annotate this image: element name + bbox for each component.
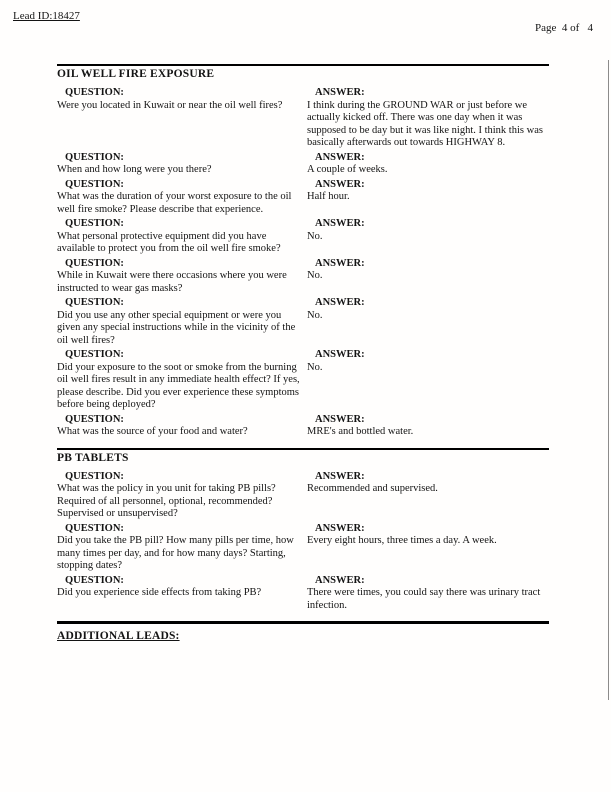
question-column — [57, 523, 307, 573]
question-label: QUESTION: — [65, 87, 124, 98]
section-oil-well-fire-exposure — [57, 64, 549, 448]
qa-pair — [57, 297, 549, 347]
question-text: When and how long were you there? — [57, 164, 212, 175]
question-text: Were you located in Kuwait or near the oil well fires? — [57, 99, 283, 111]
answer-label: ANSWER: — [315, 349, 365, 360]
question-column — [57, 218, 307, 256]
qa-pair — [57, 471, 549, 521]
section-title: PB TABLETS — [57, 451, 129, 464]
answer-column — [307, 575, 549, 613]
question-label: QUESTION: — [65, 349, 124, 360]
section-pb-tablets — [57, 448, 549, 622]
answer-column — [307, 179, 549, 204]
qa-pair — [57, 179, 549, 217]
scan-edge-artifact — [608, 60, 609, 700]
answer-label: ANSWER: — [315, 151, 365, 163]
question-column — [57, 575, 307, 600]
question-label: QUESTION: — [65, 257, 124, 269]
question-label: QUESTION: — [65, 178, 124, 190]
answer-column — [307, 297, 549, 322]
answer-label: ANSWER: — [315, 522, 365, 534]
additional-leads-section — [57, 621, 549, 644]
question-label: QUESTION: — [65, 413, 124, 425]
answer-text: Every eight hours, three times a day. A week. — [307, 535, 497, 546]
section-title: OIL WELL FIRE EXPOSURE — [57, 68, 215, 80]
question-label: QUESTION: — [65, 574, 124, 586]
answer-column — [307, 87, 549, 150]
lead-id: Lead ID:18427 — [13, 10, 80, 22]
answer-column — [307, 218, 549, 243]
question-column — [57, 179, 307, 217]
answer-column — [307, 414, 549, 439]
question-text: Did you experience side effects from taking PB? — [57, 587, 262, 598]
answer-label: ANSWER: — [315, 218, 365, 229]
question-text: Did you use any other special equipment or were you given any special instructions while in the vicinity of the oil well fires? — [57, 309, 296, 346]
answer-label: ANSWER: — [315, 178, 365, 190]
answer-text: Recommended and supervised. — [307, 483, 438, 494]
answer-column — [307, 523, 549, 548]
question-column — [57, 87, 307, 112]
qa-pair — [57, 523, 549, 573]
question-label: QUESTION: — [65, 522, 124, 534]
qa-pair — [57, 349, 549, 412]
answer-text: No. — [307, 230, 323, 242]
answer-label: ANSWER: — [315, 257, 365, 269]
question-column — [57, 152, 307, 177]
question-column — [57, 349, 307, 412]
question-text: What was the duration of your worst exposure to the oil well fire smoke? Please describe that experience. — [57, 191, 292, 215]
answer-text: A couple of weeks. — [307, 164, 388, 175]
answer-column — [307, 349, 549, 374]
question-label: QUESTION: — [65, 218, 124, 229]
answer-label: ANSWER: — [315, 87, 365, 98]
qa-pair — [57, 258, 549, 296]
qa-pair — [57, 218, 549, 256]
qa-pair — [57, 414, 549, 439]
answer-text: No. — [307, 309, 323, 321]
answer-column — [307, 152, 549, 177]
question-column — [57, 297, 307, 347]
answer-text: No. — [307, 361, 323, 373]
question-text: What was the policy in you unit for taking PB pills? Required of all personnel, optional, recommended? Supervised or unsupervised? — [57, 483, 276, 519]
question-label: QUESTION: — [65, 470, 124, 482]
question-column — [57, 258, 307, 296]
qa-pair — [57, 152, 549, 177]
question-column — [57, 414, 307, 439]
answer-text: I think during the GROUND WAR or just before we actually kicked off. There was one day when it was supposed to be day but it was like night. I think this was basically afterwards out towards HIGHWAY 8. — [307, 99, 543, 148]
answer-text: There were times, you could say there was urinary tract infection. — [307, 587, 541, 611]
qa-pair — [57, 87, 549, 150]
answer-column — [307, 258, 549, 283]
question-label: QUESTION: — [65, 151, 124, 163]
qa-pair — [57, 575, 549, 613]
question-text: While in Kuwait were there occasions where you were instructed to wear gas masks? — [57, 270, 287, 294]
answer-text: MRE's and bottled water. — [307, 426, 414, 437]
answer-column — [307, 471, 549, 496]
question-column — [57, 471, 307, 521]
page-number: Page 4 of 4 — [534, 22, 593, 34]
answer-label: ANSWER: — [315, 413, 365, 425]
additional-leads-heading: ADDITIONAL LEADS: — [57, 630, 180, 642]
answer-label: ANSWER: — [315, 297, 365, 308]
question-text: What personal protective equipment did you have available to protect you from the oil well fire smoke? — [57, 230, 281, 254]
answer-text: Half hour. — [307, 191, 350, 202]
document-content — [57, 64, 549, 644]
question-text: What was the source of your food and water? — [57, 426, 248, 437]
answer-label: ANSWER: — [315, 470, 365, 482]
question-text: Did your exposure to the soot or smoke from the burning oil well fires result in any immediate health effect? If yes, please describe. Did you ever experience these symptoms before being deployed? — [57, 361, 300, 410]
question-label: QUESTION: — [65, 297, 124, 308]
answer-text: No. — [307, 270, 323, 281]
answer-label: ANSWER: — [315, 574, 365, 586]
question-text: Did you take the PB pill? How many pills per time, how many times per day, and for how many days? Starting, stopping dates? — [57, 535, 294, 571]
